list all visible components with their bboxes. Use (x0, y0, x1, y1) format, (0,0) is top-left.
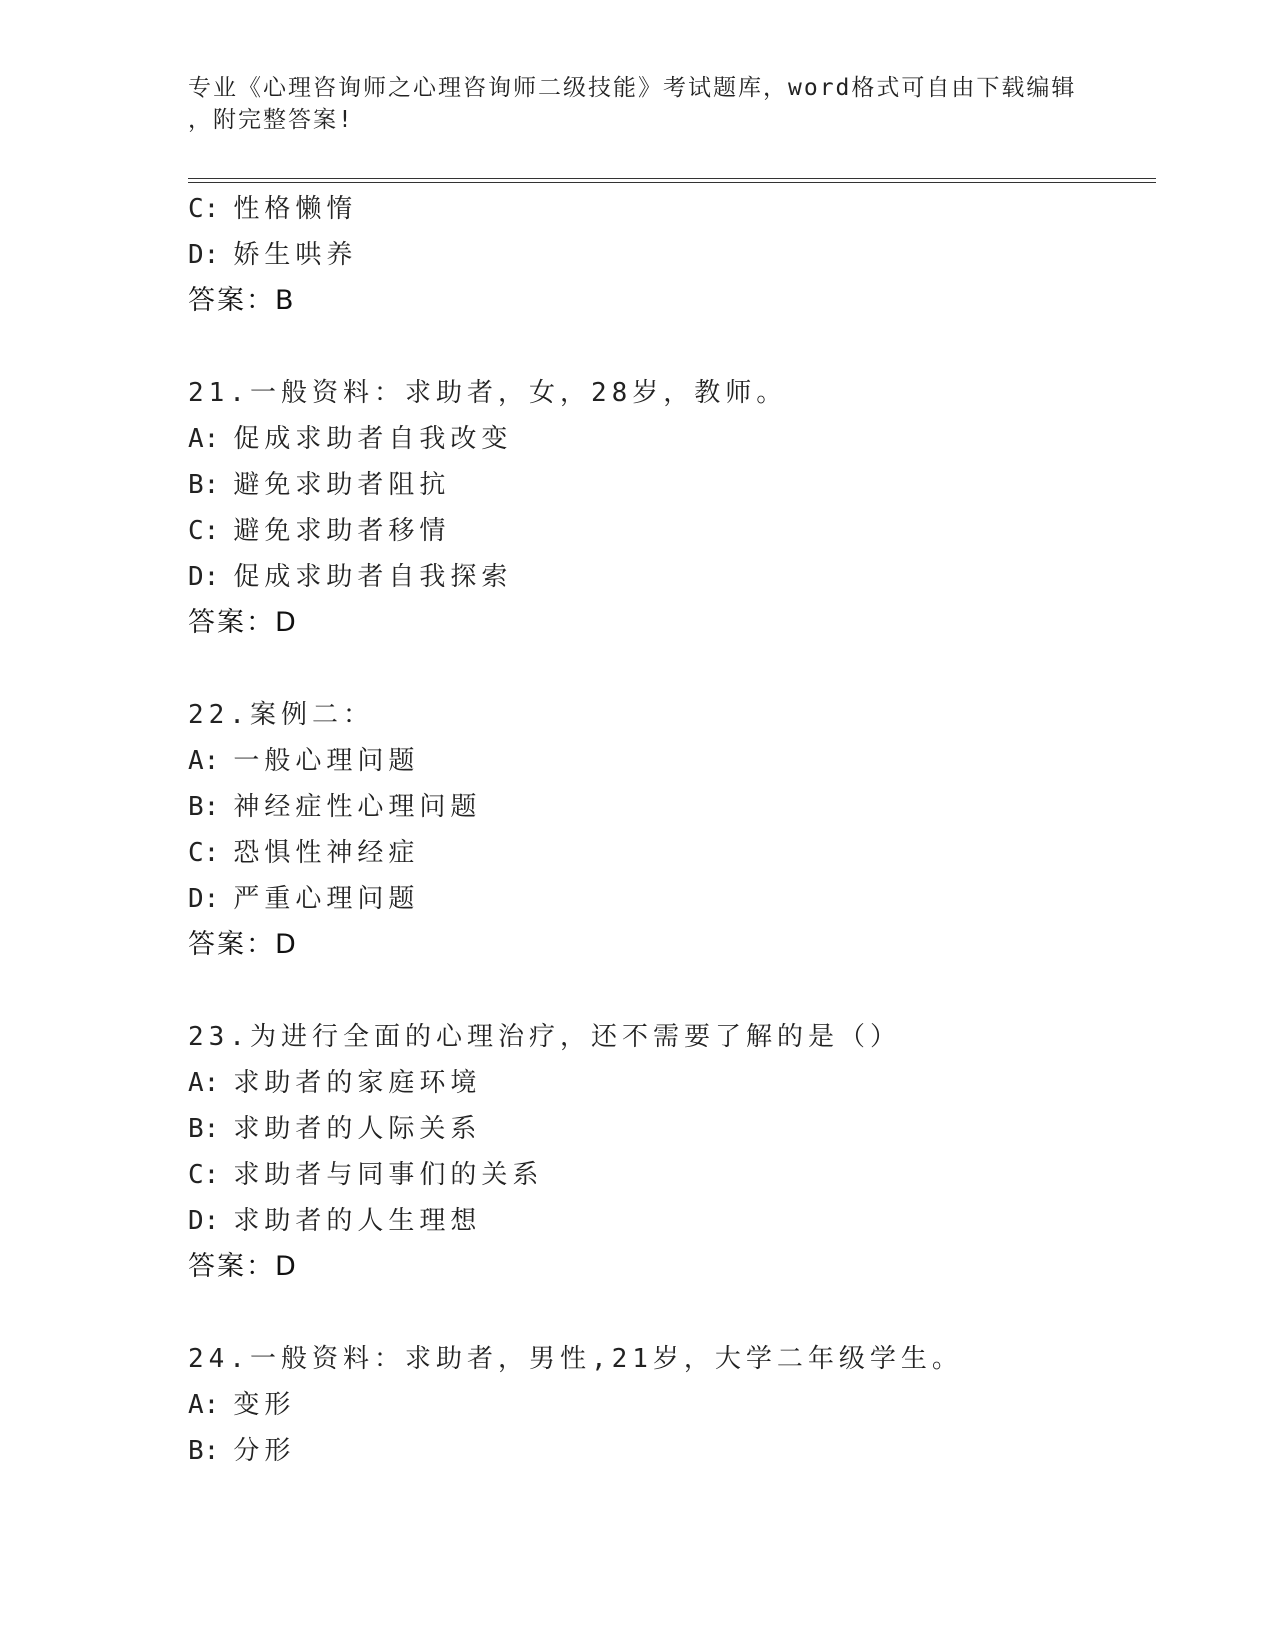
option-separator: : (203, 424, 220, 454)
option-separator: : (203, 1114, 220, 1144)
option-separator: : (203, 792, 220, 822)
option-text: 严重心理问题 (233, 884, 420, 914)
option-letter: C (188, 838, 204, 868)
option-line (188, 232, 1156, 278)
option-letter: D (188, 1206, 204, 1236)
answer-line: 答案：D (188, 1251, 298, 1282)
option-text: 促成求助者自我探索 (233, 562, 513, 592)
option-line (188, 876, 1156, 922)
question-stem: 24.一般资料：求助者，男性,21岁，大学二年级学生。 (188, 1344, 963, 1374)
answer-line: 答案：D (188, 929, 298, 960)
spacer (188, 1290, 1156, 1336)
option-line (188, 554, 1156, 600)
option-text: 求助者的人际关系 (233, 1114, 482, 1144)
option-letter: B (188, 1114, 204, 1144)
spacer (188, 968, 1156, 1014)
option-letter: C (188, 1160, 204, 1190)
option-text: 促成求助者自我改变 (233, 424, 513, 454)
option-separator: : (203, 746, 220, 776)
option-text: 求助者的人生理想 (233, 1206, 482, 1236)
option-separator: : (203, 838, 220, 868)
option-line (188, 738, 1156, 784)
option-text: 性格懒惰 (233, 194, 358, 224)
option-separator: : (203, 240, 220, 270)
header-divider-bottom (188, 182, 1156, 183)
option-line (188, 186, 1156, 232)
option-line (188, 462, 1156, 508)
question-stem: 23.为进行全面的心理治疗，还不需要了解的是（） (188, 1022, 901, 1052)
option-text: 神经症性心理问题 (233, 792, 482, 822)
option-separator: : (203, 1160, 220, 1190)
option-text: 求助者与同事们的关系 (233, 1160, 544, 1190)
spacer (188, 324, 1156, 370)
header-divider-top (188, 178, 1156, 179)
option-line (188, 1060, 1156, 1106)
question-stem: 21.一般资料：求助者，女，28岁，教师。 (188, 378, 788, 408)
option-line (188, 508, 1156, 554)
document-header (188, 72, 1088, 136)
option-text: 恐惧性神经症 (233, 838, 420, 868)
option-letter: B (188, 792, 204, 822)
option-letter: A (188, 1068, 204, 1098)
option-letter: A (188, 424, 204, 454)
question-list (188, 186, 1156, 1474)
option-separator: : (203, 562, 220, 592)
option-text: 变形 (233, 1390, 296, 1420)
option-line (188, 784, 1156, 830)
option-line (188, 1198, 1156, 1244)
option-text: 分形 (233, 1436, 296, 1466)
option-line (188, 1428, 1156, 1474)
option-letter: A (188, 746, 204, 776)
option-separator: : (203, 194, 220, 224)
option-letter: D (188, 884, 204, 914)
option-text: 求助者的家庭环境 (233, 1068, 482, 1098)
option-separator: : (203, 1390, 220, 1420)
question-item (188, 692, 1156, 968)
header-title-line: 专业《心理咨询师之心理咨询师二级技能》考试题库，word格式可自由下载编辑 (188, 75, 1077, 101)
question-continuation (188, 186, 1156, 324)
answer-line: 答案：D (188, 607, 298, 638)
option-line (188, 830, 1156, 876)
header-subtitle-line: ，附完整答案! (188, 107, 354, 133)
question-stem: 22.案例二： (188, 700, 374, 730)
option-letter: D (188, 240, 204, 270)
option-letter: C (188, 516, 204, 546)
option-separator: : (203, 1068, 220, 1098)
option-text: 避免求助者阻抗 (233, 470, 451, 500)
option-separator: : (203, 470, 220, 500)
option-line (188, 1382, 1156, 1428)
option-letter: A (188, 1390, 204, 1420)
option-separator: : (203, 1436, 220, 1466)
spacer (188, 646, 1156, 692)
question-item (188, 1336, 1156, 1474)
option-line (188, 416, 1156, 462)
option-separator: : (203, 1206, 220, 1236)
option-text: 避免求助者移情 (233, 516, 451, 546)
option-letter: B (188, 470, 204, 500)
answer-line: 答案：B (188, 285, 296, 316)
option-line (188, 1152, 1156, 1198)
option-separator: : (203, 516, 220, 546)
option-letter: C (188, 194, 204, 224)
question-item (188, 370, 1156, 646)
option-text: 娇生哄养 (233, 240, 358, 270)
option-separator: : (203, 884, 220, 914)
option-letter: B (188, 1436, 204, 1466)
option-line (188, 1106, 1156, 1152)
option-text: 一般心理问题 (233, 746, 420, 776)
option-letter: D (188, 562, 204, 592)
question-item (188, 1014, 1156, 1290)
